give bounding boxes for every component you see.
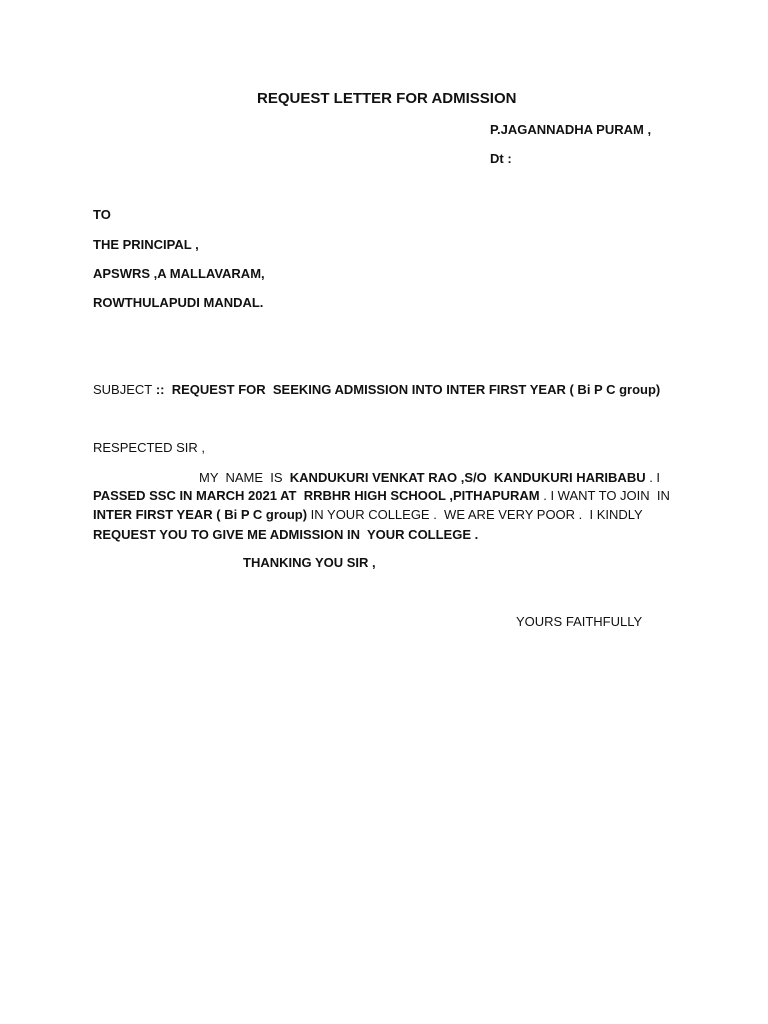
body-line-3-b: IN YOUR COLLEGE . WE ARE VERY POOR . I KINDLY <box>307 507 643 522</box>
body-line-3 <box>93 507 643 523</box>
closing-line: YOURS FAITHFULLY <box>516 614 643 629</box>
body-line-2 <box>93 488 670 504</box>
thanks-line: THANKING YOU SIR , <box>243 555 376 570</box>
body-line-2-b: . I WANT TO JOIN IN <box>539 488 670 503</box>
recipient-line-1: THE PRINCIPAL , <box>93 237 199 252</box>
letter-title: REQUEST LETTER FOR ADMISSION <box>257 90 517 107</box>
body-line-1-name: KANDUKURI VENKAT RAO ,S/O KANDUKURI HARIBABU <box>289 470 646 485</box>
recipient-line-2: APSWRS ,A MALLAVARAM, <box>93 266 265 281</box>
recipient-line-3: ROWTHULAPUDI MANDAL. <box>93 295 264 310</box>
body-line-1-a: MY NAME IS <box>199 470 290 485</box>
subject-line <box>93 382 660 398</box>
sender-place: P.JAGANNADHA PURAM , <box>490 122 652 137</box>
date-label: Dt : <box>490 151 512 166</box>
subject-text: REQUEST FOR SEEKING ADMISSION INTO INTER FIRST YEAR ( Bi P C group) <box>164 382 661 397</box>
body-line-2-a: PASSED SSC IN MARCH 2021 AT RRBHR HIGH SCHOOL ,PITHAPURAM <box>93 488 540 503</box>
subject-separator: :: <box>152 382 165 397</box>
to-label: TO <box>93 207 111 222</box>
subject-label: SUBJECT <box>93 382 153 397</box>
body-line-3-a: INTER FIRST YEAR ( Bi P C group) <box>93 507 308 522</box>
body-line-1 <box>199 470 660 486</box>
body-line-1-c: . I <box>645 470 661 485</box>
body-line-4: REQUEST YOU TO GIVE ME ADMISSION IN YOUR COLLEGE . <box>93 527 479 542</box>
salutation: RESPECTED SIR , <box>93 440 205 455</box>
